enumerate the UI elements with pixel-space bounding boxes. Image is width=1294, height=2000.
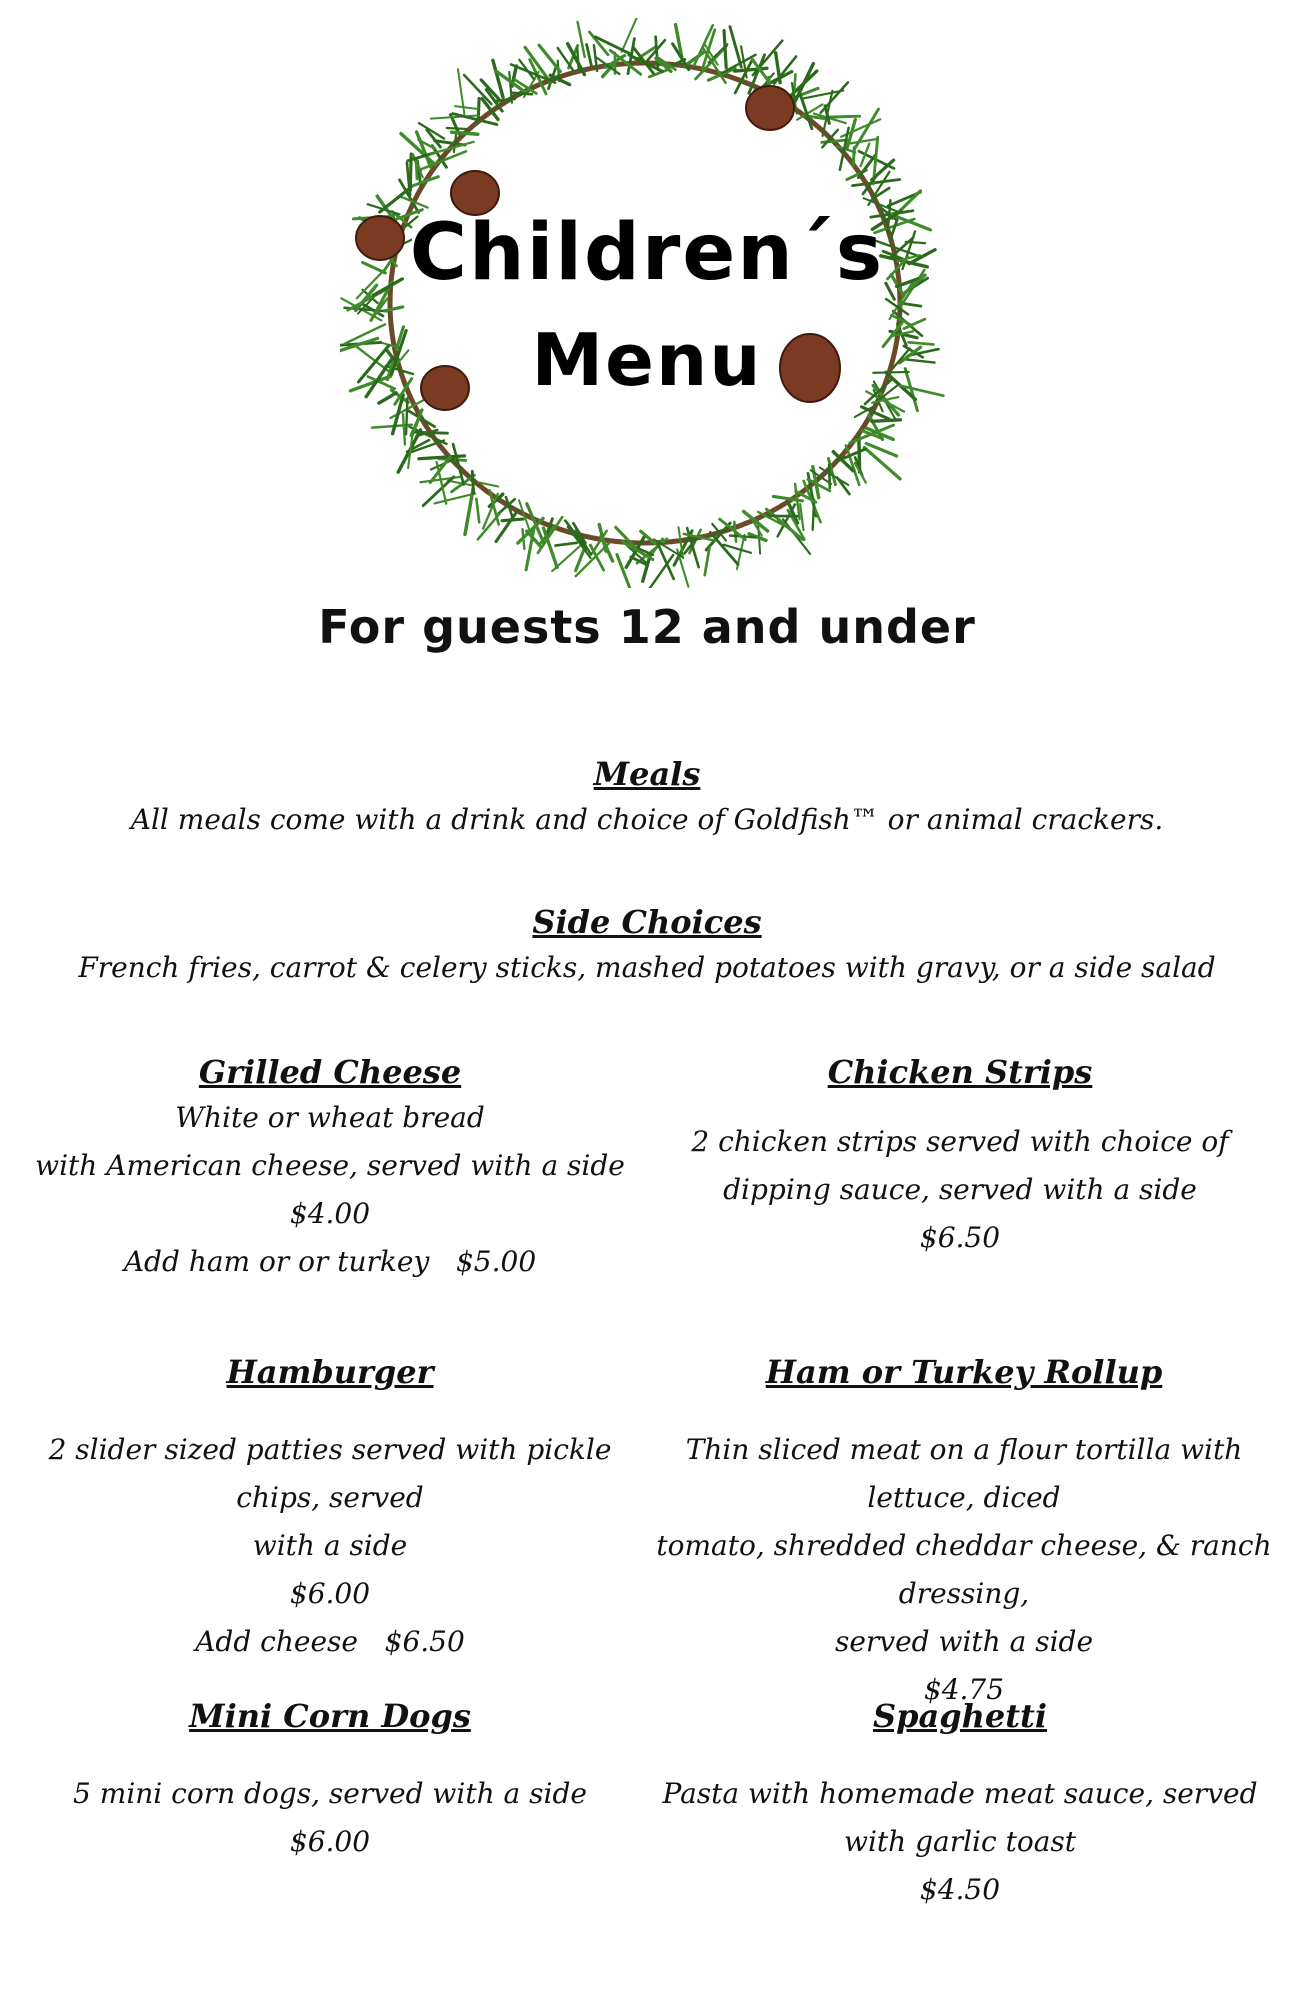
pinecone-decoration: [746, 86, 794, 130]
item-description-line: served with a side: [834, 1625, 1094, 1658]
menu-title-line2: Menu: [531, 318, 763, 402]
item-name: Hamburger: [226, 1353, 434, 1391]
item-description-line: Pasta with homemade meat sauce, served: [662, 1777, 1258, 1810]
item-description-line: with American cheese, served with a side: [35, 1149, 625, 1182]
meals-heading: Meals: [593, 755, 701, 793]
menu-subtitle: For guests 12 and under: [318, 600, 976, 654]
item-name: Mini Corn Dogs: [189, 1697, 471, 1735]
item-description-line: 5 mini corn dogs, served with a side: [73, 1777, 587, 1810]
item-description-line: 2 chicken strips served with choice of: [691, 1125, 1229, 1158]
meals-text: All meals come with a drink and choice of Goldfish™ or animal crackers.: [130, 803, 1164, 836]
item-price: $6.50: [919, 1221, 1001, 1254]
item-addon: Add ham or or turkey $5.00: [123, 1245, 537, 1278]
item-description-line: with garlic toast: [843, 1825, 1077, 1858]
sides-heading: Side Choices: [532, 903, 762, 941]
item-price: $4.50: [919, 1873, 1001, 1906]
item-description-line: tomato, shredded cheddar cheese, & ranch dressing,: [656, 1529, 1272, 1610]
item-description-line: White or wheat bread: [175, 1101, 485, 1134]
item-description-line: dipping sauce, served with a side: [723, 1173, 1197, 1206]
menu-item-corn-dogs: [20, 1694, 640, 1866]
item-name: Spaghetti: [873, 1697, 1047, 1735]
menu-item-grilled-cheese: [20, 1050, 640, 1286]
menu-item-rollup: [644, 1350, 1284, 1714]
item-price: $4.75: [923, 1673, 1005, 1706]
pine-wreath-illustration: [340, 18, 950, 588]
item-addon: Add cheese $6.50: [195, 1625, 465, 1658]
menu-item-hamburger: [10, 1350, 650, 1666]
menu-title-line1: Children´s: [409, 208, 885, 298]
item-description-line: 2 slider sized patties served with pickle chips, served: [48, 1433, 612, 1514]
sides-section: [0, 900, 1294, 992]
item-name: Chicken Strips: [827, 1053, 1093, 1091]
item-name: Ham or Turkey Rollup: [765, 1353, 1163, 1391]
menu-item-chicken-strips: [650, 1050, 1270, 1262]
item-description-line: with a side: [252, 1529, 408, 1562]
item-description-line: Thin sliced meat on a flour tortilla with lettuce, diced: [685, 1433, 1243, 1514]
item-price: $4.00: [289, 1197, 371, 1230]
meals-section: [0, 752, 1294, 844]
item-price: $6.00: [289, 1577, 371, 1610]
item-price: $6.00: [289, 1825, 371, 1858]
menu-item-spaghetti: [650, 1694, 1270, 1914]
sides-text: French fries, carrot & celery sticks, mashed potatoes with gravy, or a side salad: [78, 951, 1216, 984]
item-name: Grilled Cheese: [198, 1053, 462, 1091]
